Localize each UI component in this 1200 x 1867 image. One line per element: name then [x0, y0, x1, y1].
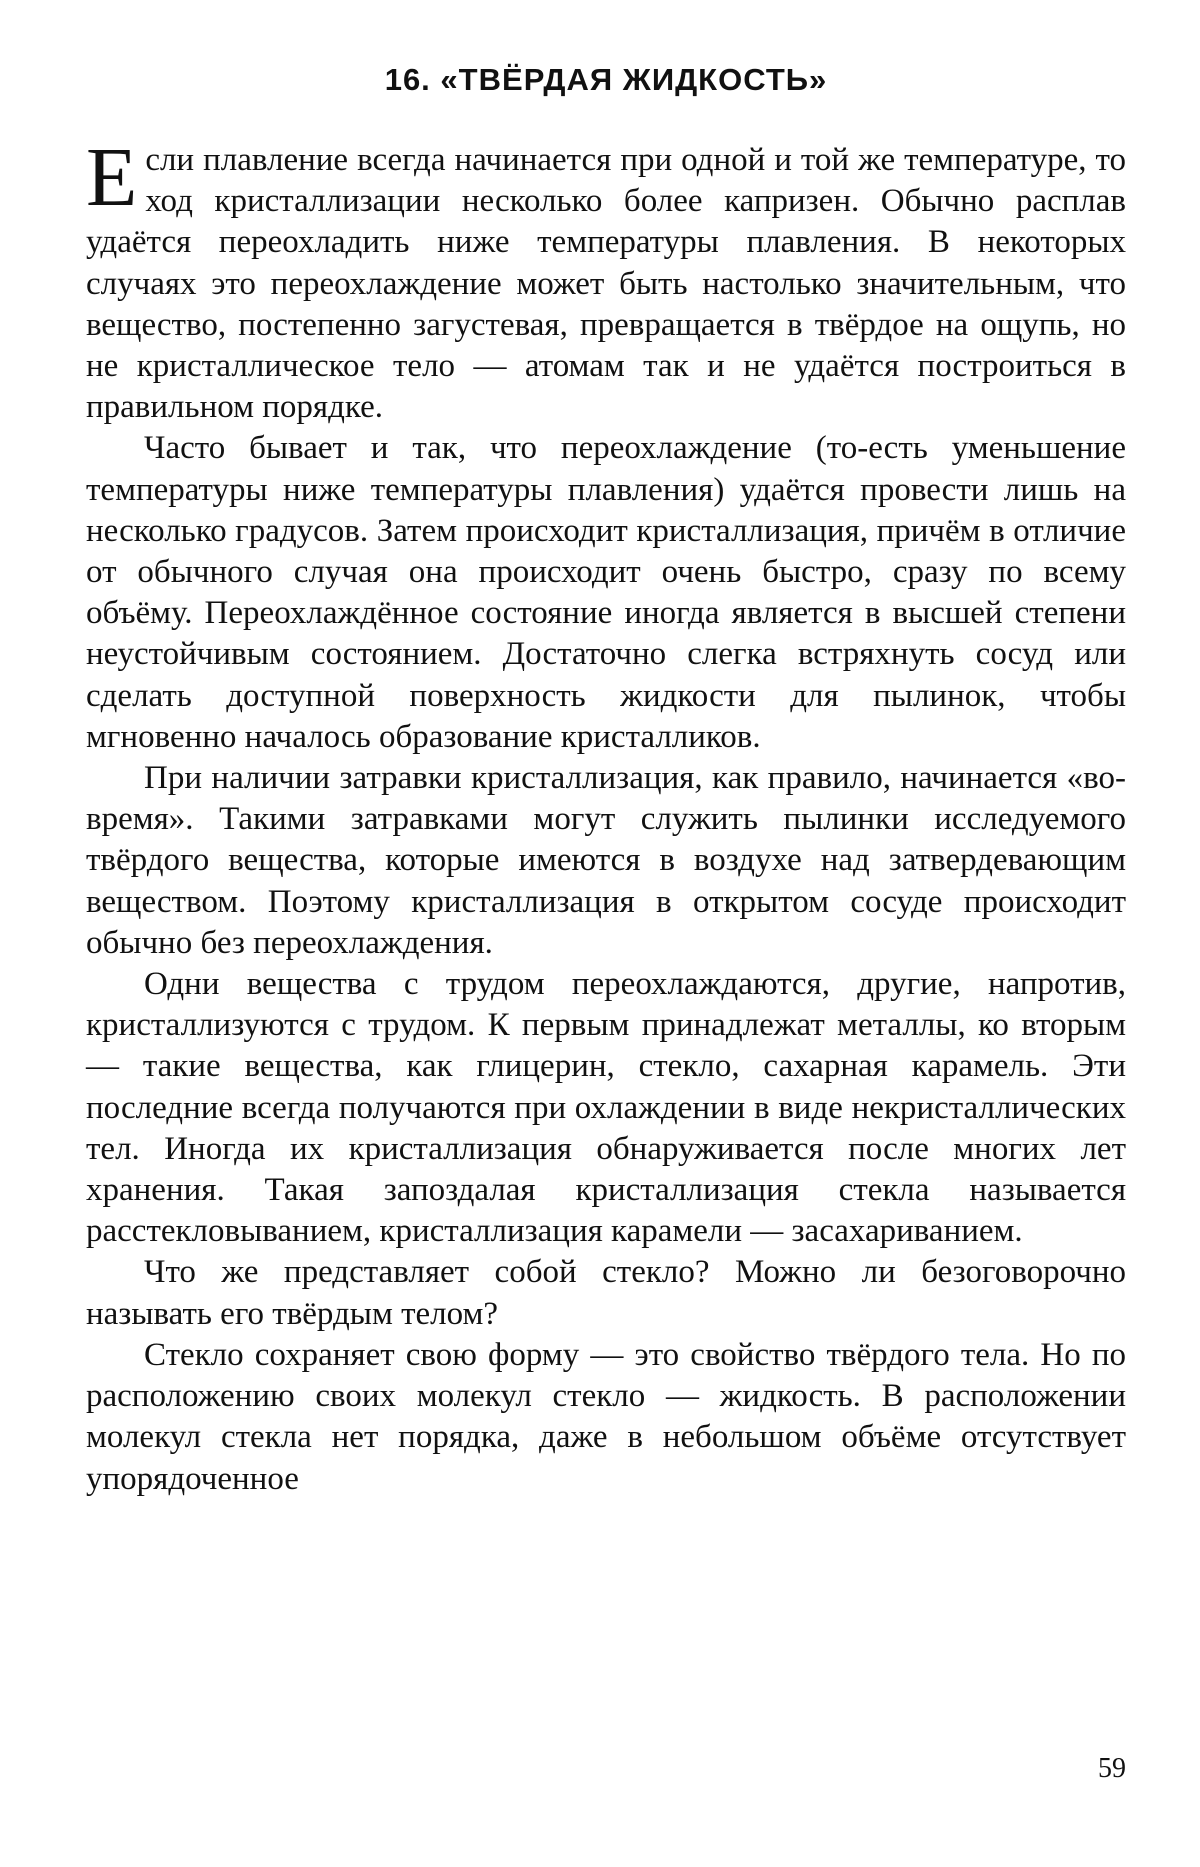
paragraph-4: Одни вещества с трудом переохлаждаются, другие, напротив, кристаллизуются с трудом. К первым принадлежат металлы, ко вторым — такие вещества, как глицерин, стекло, сахарная карамель. Эти последние всегда получаются при охлаждении в виде некристаллических тел. Иногда их кристаллизация обнаруживается после многих лет хранения. Такая запоздалая кристаллизация стекла называется расстекловыванием, кристаллизация карамели — засахариванием. — [86, 966, 1126, 1250]
book-page — [86, 60, 1126, 1850]
paragraph-5: Что же представляет собой стекло? Можно ли безоговорочно называть его твёрдым телом? — [86, 1254, 1126, 1332]
page-number: 59 — [1098, 1753, 1126, 1784]
paragraph-1-text: сли плавление всегда начинается при одной и той же температуре, то ход кристаллизации несколько более капризен. Обычно расплав удаётся переохладить ниже температуры плавления. В некоторых случаях это переохлаждение может быть настолько значительным, что вещество, постепенно загустевая, превращается в твёрдое на ощупь, но не кристаллическое тело — атомам так и не удаётся построиться в правильном порядке. — [86, 142, 1126, 426]
paragraph-3: При наличии затравки кристаллизация, как правило, начинается «во-время». Такими затравками могут служить пылинки исследуемого твёрдого вещества, которые имеются в воздухе над затвердевающим веществом. Поэтому кристаллизация в открытом сосуде происходит обычно без переохлаждения. — [86, 760, 1126, 961]
chapter-title: 16. «ТВЁРДАЯ ЖИДКОСТЬ» — [384, 62, 828, 97]
chapter-body — [86, 131, 1126, 1500]
drop-cap: Е — [86, 131, 138, 224]
paragraph-1 — [86, 131, 1126, 428]
paragraph-6: Стекло сохраняет свою форму — это свойство твёрдого тела. Но по расположению своих молекул стекло — жидкость. В расположении молекул стекла нет порядка, даже в небольшом объёме отсутствует упорядоченное — [86, 1336, 1126, 1497]
paragraph-2: Часто бывает и так, что переохлаждение (то-есть уменьшение температуры ниже температуры плавления) удаётся провести лишь на несколько градусов. Затем происходит кристаллизация, причём в отличие от обычного случая она происходит очень быстро, сразу по всему объёму. Переохлаждённое состояние иногда является в высшей степени неустойчивым состоянием. Достаточно слегка встряхнуть сосуд или сделать доступной поверхность жидкости для пылинок, чтобы мгновенно началось образование кристалликов. — [86, 430, 1126, 755]
